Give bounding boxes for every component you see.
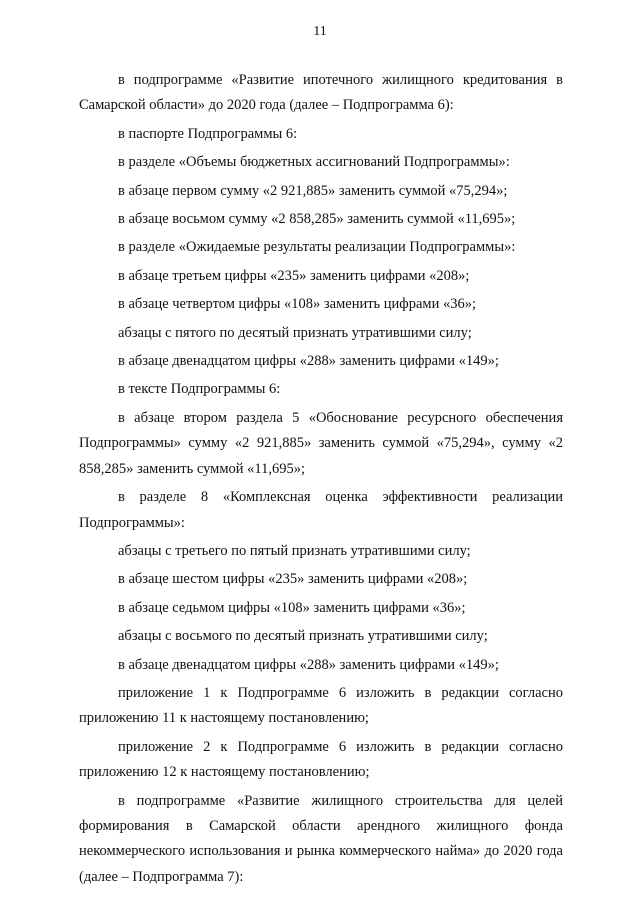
paragraph: абзацы с восьмого по десятый признать утратившими силу; [118, 628, 488, 645]
paragraph: в абзаце восьмом сумму «2 858,285» заменить суммой «11,695»; [118, 211, 516, 228]
paragraph: приложение 1 к Подпрограмме 6 изложить в редакции согласно приложению 11 к настоящему постановлению; [79, 684, 563, 727]
paragraph: в разделе «Объемы бюджетных ассигнований Подпрограммы»: [118, 154, 510, 171]
paragraph: в абзаце двенадцатом цифры «288» заменить цифрами «149»; [118, 353, 499, 370]
paragraph: в абзаце первом сумму «2 921,885» заменить суммой «75,294»; [118, 182, 508, 199]
paragraph: в разделе «Ожидаемые результаты реализации Подпрограммы»: [118, 239, 516, 256]
paragraph: абзацы с третьего по пятый признать утратившими силу; [118, 542, 471, 559]
paragraph: в паспорте Подпрограммы 6: [118, 125, 298, 142]
paragraph: приложение 2 к Подпрограмме 6 изложить в редакции согласно приложению 12 к настоящему постановлению; [79, 738, 563, 781]
paragraph: в разделе 8 «Комплексная оценка эффективности реализации Подпрограммы»: [79, 489, 563, 531]
paragraph: в абзаце шестом цифры «235» заменить цифрами «208»; [118, 571, 468, 588]
paragraph: абзацы с пятого по десятый признать утратившими силу; [118, 324, 472, 341]
paragraph: в абзаце втором раздела 5 «Обоснование ресурсного обеспечения Подпрограммы» сумму «2 921,885» заменить суммой «75,294», сумму «2 858,285» заменить суммой «11,695»; [79, 409, 563, 477]
paragraph: в подпрограмме «Развитие ипотечного жилищного кредитования в Самарской области» до 2020 года (далее – Подпрограмма 6): [79, 72, 563, 114]
paragraph: в абзаце седьмом цифры «108» заменить цифрами «36»; [118, 599, 466, 616]
paragraph: в тексте Подпрограммы 6: [118, 381, 281, 398]
paragraph: в подпрограмме «Развитие жилищного строительства для целей формирования в Самарской области арендного жилищного фонда некоммерческого использования и рынка коммерческого найма» до 2020 года (далее – Подпрограмма 7): [79, 792, 563, 885]
paragraph: в абзаце двенадцатом цифры «288» заменить цифрами «149»; [118, 656, 499, 673]
paragraph: в абзаце третьем цифры «235» заменить цифрами «208»; [118, 267, 470, 284]
document-body [79, 68, 563, 890]
paragraph: в абзаце четвертом цифры «108» заменить цифрами «36»; [118, 296, 476, 313]
page-number: 11 [313, 24, 327, 39]
